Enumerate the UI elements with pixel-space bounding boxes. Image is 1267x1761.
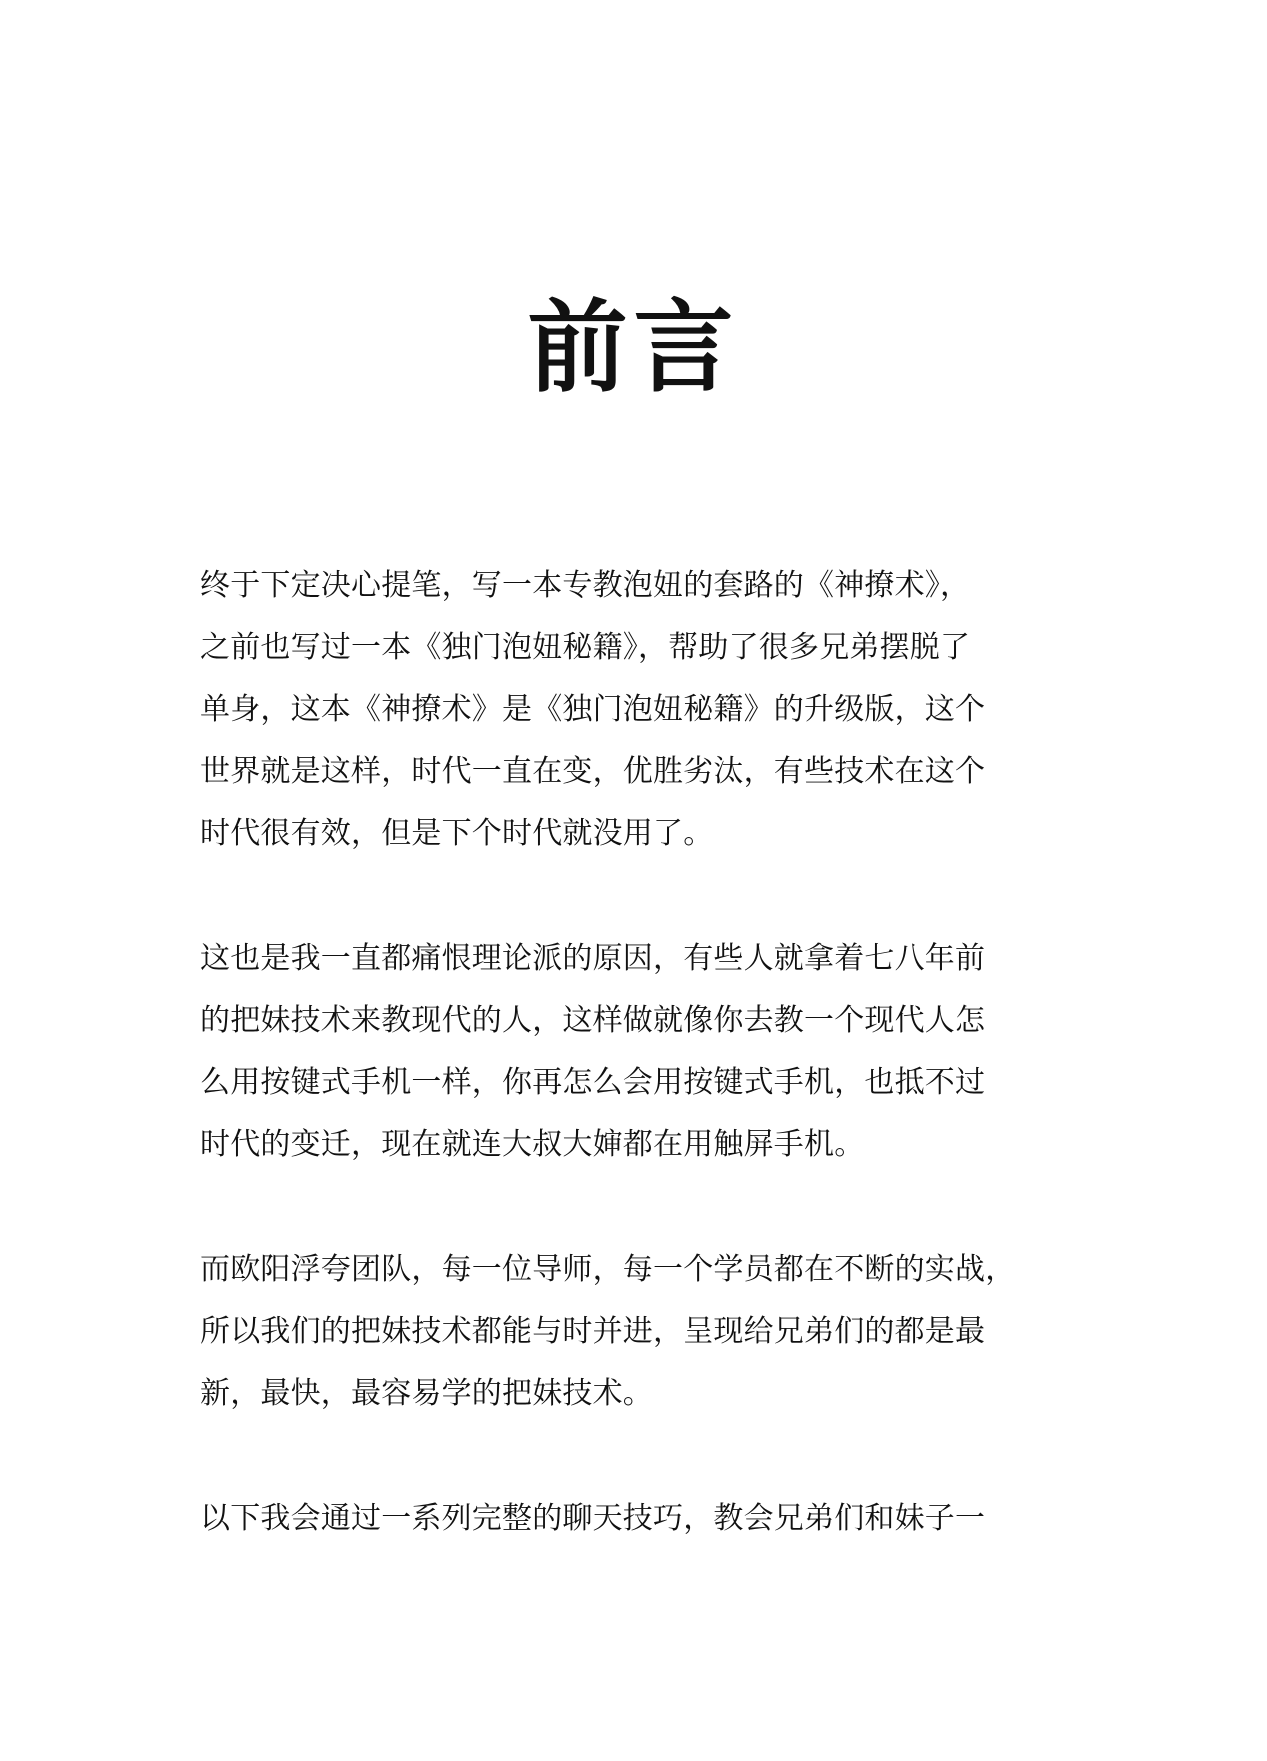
page-title: 前言	[527, 288, 740, 406]
paragraph-line: 终于下定决心提笔，写一本专教泡妞的套路的《神撩术》，	[200, 568, 971, 603]
paragraph-line: 时代很有效，但是下个时代就没用了。	[200, 816, 714, 851]
paragraph-1	[200, 555, 1045, 865]
paragraph-line: 所以我们的把妹技术都能与时并进，呈现给兄弟们的都是最	[200, 1314, 986, 1349]
preface-body	[200, 555, 1045, 1550]
paragraph-line: 之前也写过一本《独门泡妞秘籍》，帮助了很多兄弟摆脱了	[200, 630, 971, 665]
paragraph-line: 时代的变迁，现在就连大叔大婶都在用触屏手机。	[200, 1127, 865, 1162]
paragraph-line: 么用按键式手机一样，你再怎么会用按键式手机，也抵不过	[200, 1065, 986, 1100]
paragraph-line: 新，最快，最容易学的把妹技术。	[200, 1376, 653, 1411]
paragraph-line: 这也是我一直都痛恨理论派的原因，有些人就拿着七八年前	[200, 941, 986, 976]
paragraph-3	[200, 1239, 1045, 1425]
paragraph-line: 的把妹技术来教现代的人，这样做就像你去教一个现代人怎	[200, 1003, 986, 1038]
paragraph-line: 以下我会通过一系列完整的聊天技巧，教会兄弟们和妹子一	[200, 1501, 986, 1536]
paragraph-line: 世界就是这样，时代一直在变，优胜劣汰，有些技术在这个	[200, 754, 986, 789]
paragraph-2	[200, 928, 1045, 1176]
paragraph-line: 而欧阳浮夸团队，每一位导师，每一个学员都在不断的实战，	[200, 1252, 1016, 1287]
paragraph-4	[200, 1488, 1045, 1550]
paragraph-line: 单身，这本《神撩术》是《独门泡妞秘籍》的升级版，这个	[200, 692, 986, 727]
